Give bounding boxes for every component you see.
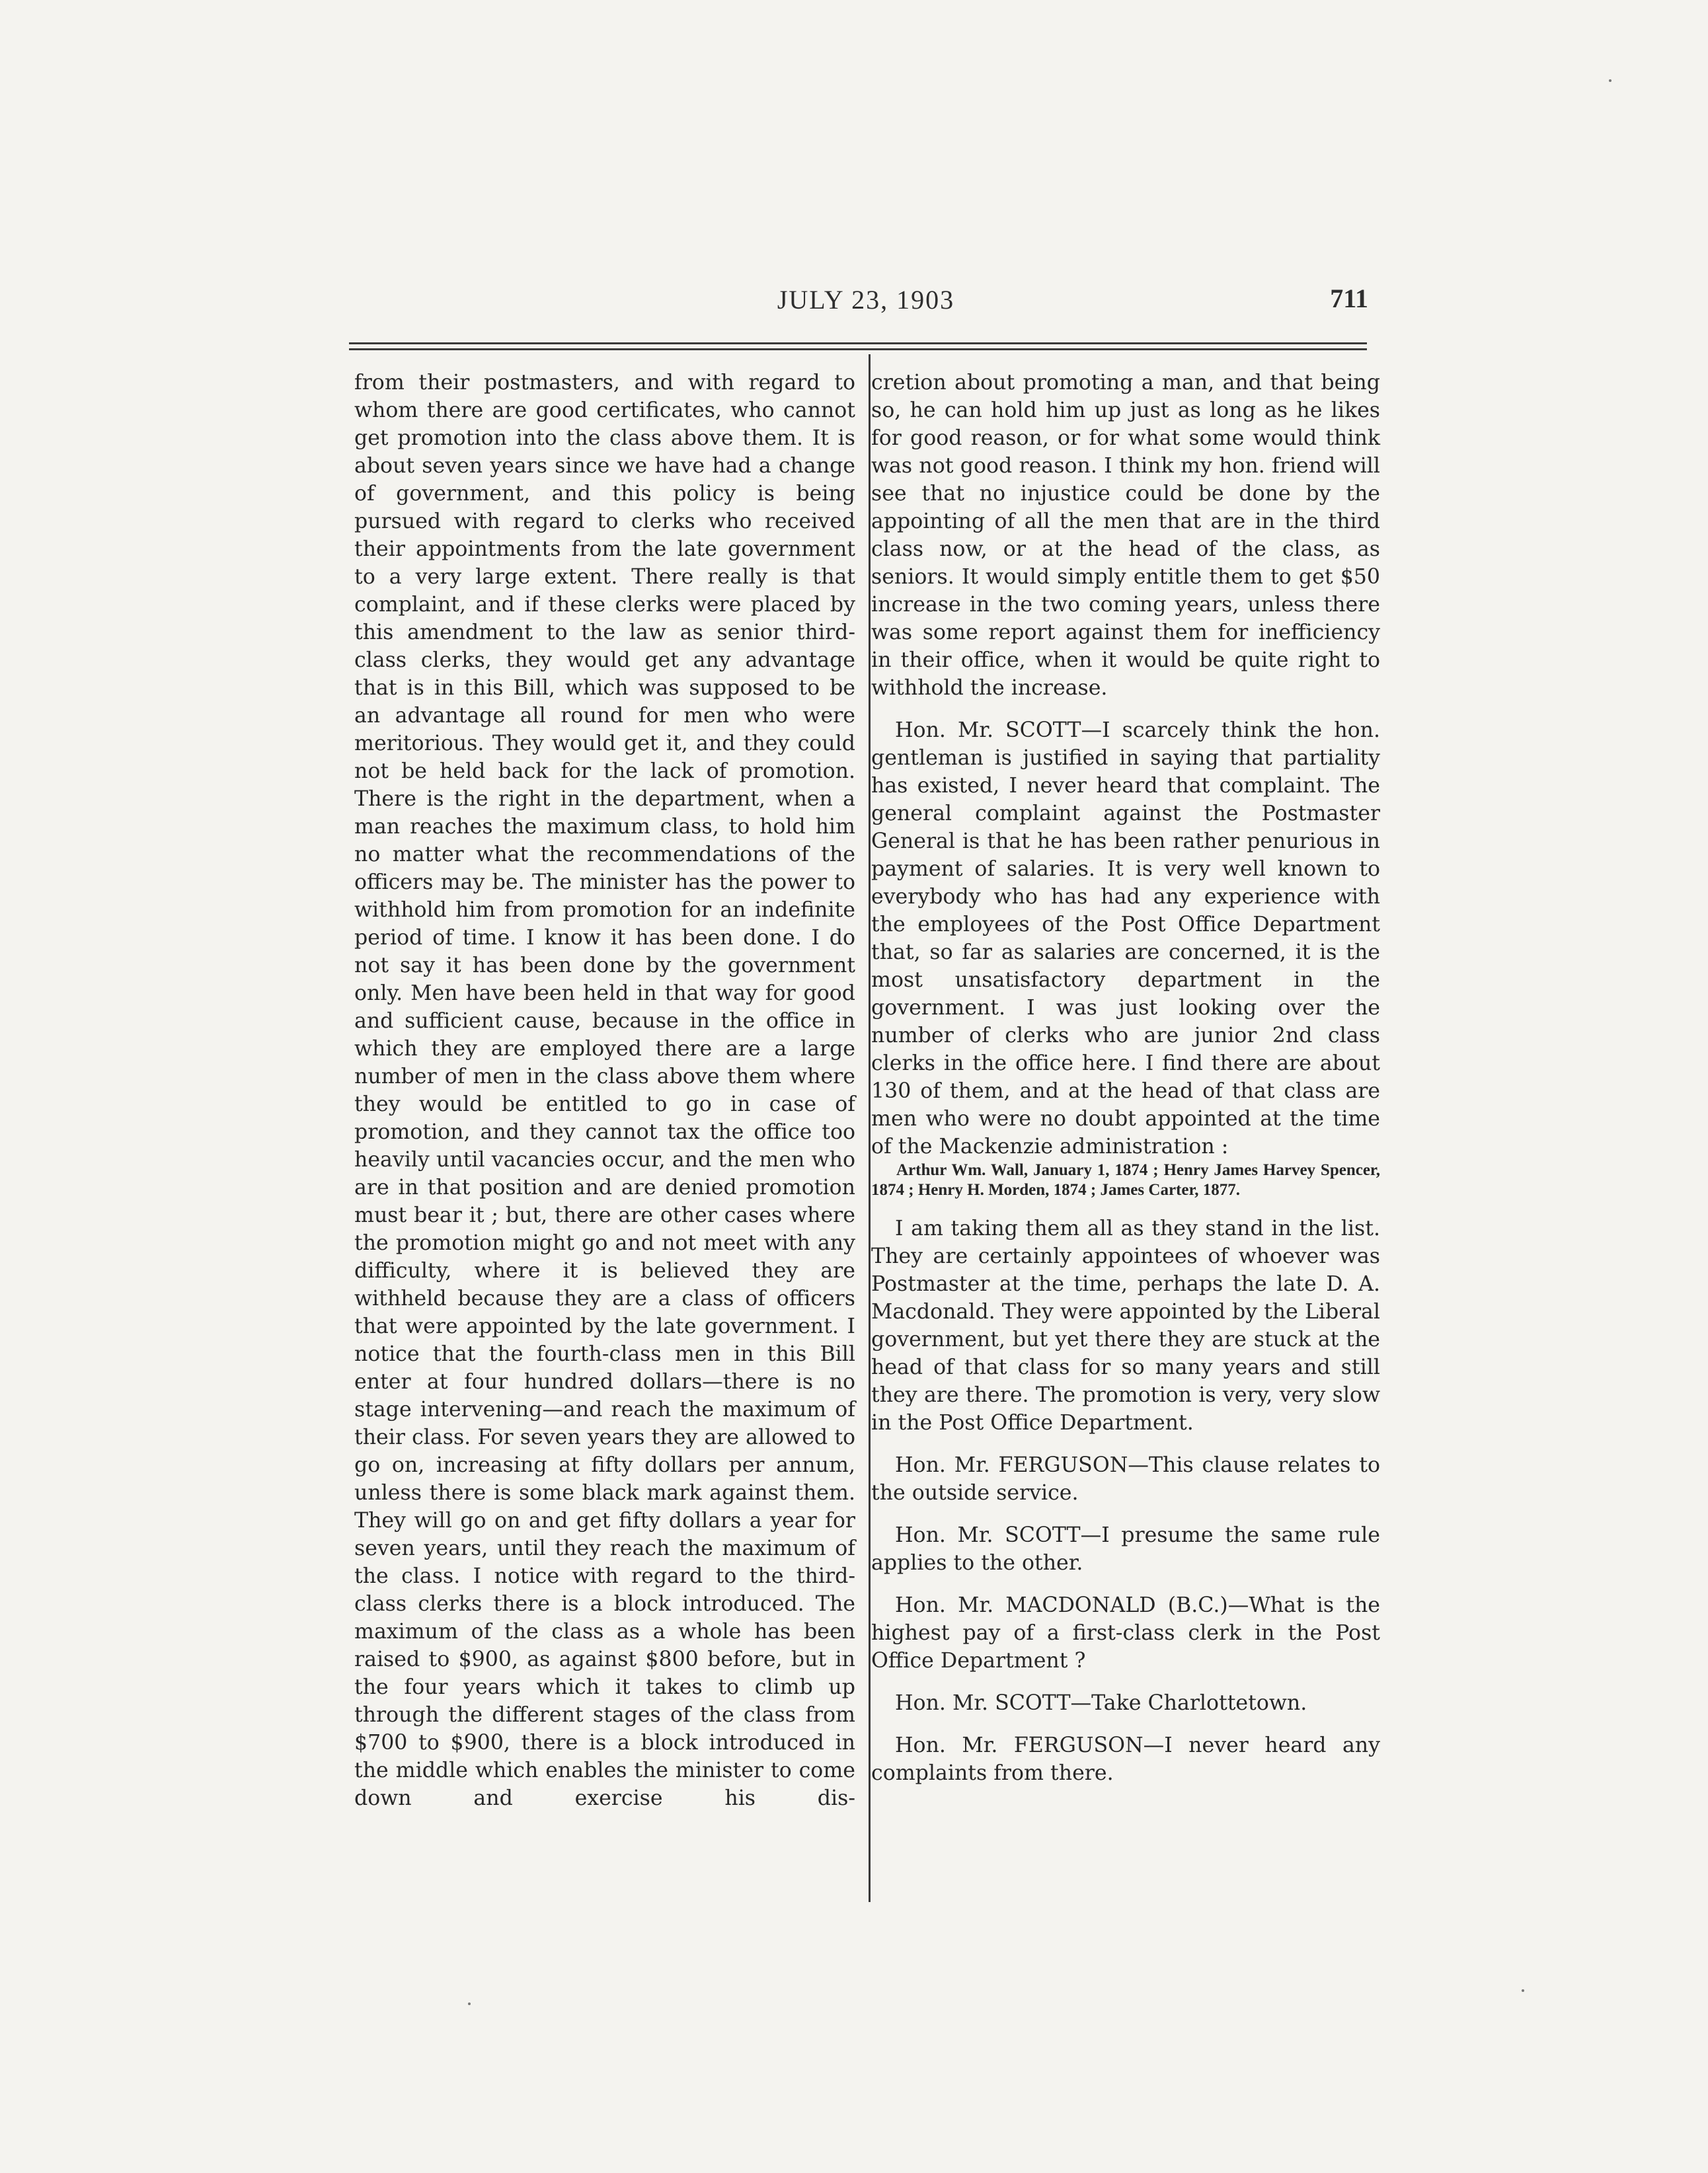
name-list-quote: Arthur Wm. Wall, January 1, 1874 ; Henry James Harvey Spencer, 1874 ; Henry H. Morden, 1874 ; James Carter, 1877. xyxy=(871,1161,1380,1199)
ferguson-paragraph-1: Hon. Mr. FERGUSON—This clause relates to the outside service. xyxy=(871,1453,1380,1505)
scott-paragraph-1: Hon. Mr. SCOTT—I scarcely think the hon. gentleman is justified in saying that partiality has existed, I never heard that complaint. The general complaint against the Postmaster General is that he has been rather penurious in payment of salaries. It is very well known to everybody who has had any experience with the employees of the Post Office Department that, so far as salaries are concerned, it is the most unsatisfactory department in the government. I was just looking over the number of clerks who are junior 2nd class clerks in the office here. I find there are about 130 of them, and at the head of that class are men who were no doubt appointed at the time of the Mackenzie administration : xyxy=(871,718,1380,1159)
scan-speck xyxy=(468,2002,471,2005)
scott-paragraph-3: Hon. Mr. SCOTT—I presume the same rule applies to the other. xyxy=(871,1523,1380,1575)
ferguson-paragraph-2: Hon. Mr. FERGUSON—I never heard any complaints from there. xyxy=(871,1734,1380,1785)
scan-speck xyxy=(1609,79,1611,82)
page-date: JULY 23, 1903 xyxy=(777,285,955,315)
column-divider xyxy=(869,354,871,1902)
right-column xyxy=(871,369,1380,1787)
header-rule-bottom xyxy=(349,348,1367,350)
left-column xyxy=(354,369,855,1812)
page-number: 711 xyxy=(1330,284,1368,313)
header-rule-top xyxy=(349,342,1367,344)
scan-speck xyxy=(1522,1989,1524,1992)
scott-paragraph-4: Hon. Mr. SCOTT—Take Charlottetown. xyxy=(895,1691,1307,1715)
scott-paragraph-2: I am taking them all as they stand in the list. They are certainly appointees of whoever was Postmaster at the time, perhaps the late D. A. Macdonald. They were appointed by the Liberal government, but yet there they are stuck at the head of that class for so many years and still they are there. The promotion is very, very slow in the Post Office Department. xyxy=(871,1217,1380,1435)
macdonald-paragraph: Hon. Mr. MACDONALD (B.C.)—What is the highest pay of a first-class clerk in the Post Office Department ? xyxy=(871,1593,1380,1673)
left-column-text: from their postmasters, and with regard to whom there are good certificates, who cannot get promotion into the class above them. It is about seven years since we have had a change of government, and this policy is being pursued with regard to clerks who received their appointments from the late government to a very large extent. There really is that complaint, and if these clerks were placed by this amendment to the law as senior third-class clerks, they would get any advantage that is in this Bill, which was supposed to be an advantage all round for men who were meritorious. They would get it, and they could not be held back for the lack of promotion. There is the right in the department, when a man reaches the maximum class, to hold him no matter what the recommendations of the officers may be. The minister has the power to withhold him from promotion for an indefinite period of time. I know it has been done. I do not say it has been done by the government only. Men have been held in that way for good and sufficient cause, because in the office in which they are employed there are a large number of men in the class above them where they would be entitled to go in case of promotion, and they cannot tax the office too heavily until vacancies occur, and the men who are in that position and are denied promotion must bear it ; but, there are other cases where the promotion might go and not meet with any difficulty, where it is believed they are withheld because they are a class of officers that were appointed by the late government. I notice that the fourth-class men in this Bill enter at four hundred dollars—there is no stage intervening—and reach the maximum of their class. For seven years they are allowed to go on, increasing at fifty dollars per annum, unless there is some black mark against them. They will go on and get fifty dollars a year for seven years, until they reach the maximum of the class. I notice with regard to the third-class clerks there is a block introduced. The maximum of the class as a whole has been raised to $900, as against $800 before, but in the four years which it takes to climb up through the different stages of the class from $700 to $900, there is a block introduced in the middle which enables the minister to come down and exercise his dis- xyxy=(354,371,855,1810)
right-continuation-paragraph: cretion about promoting a man, and that being so, he can hold him up just as long as he likes for good reason, or for what some would think was not good reason. I think my hon. friend will see that no injustice could be done by the appointing of all the men that are in the third class now, or at the head of the class, as seniors. It would simply entitle them to get $50 increase in the two coming years, unless there was some report against them for inefficiency in their office, when it would be quite right to withhold the increase. xyxy=(871,371,1380,700)
